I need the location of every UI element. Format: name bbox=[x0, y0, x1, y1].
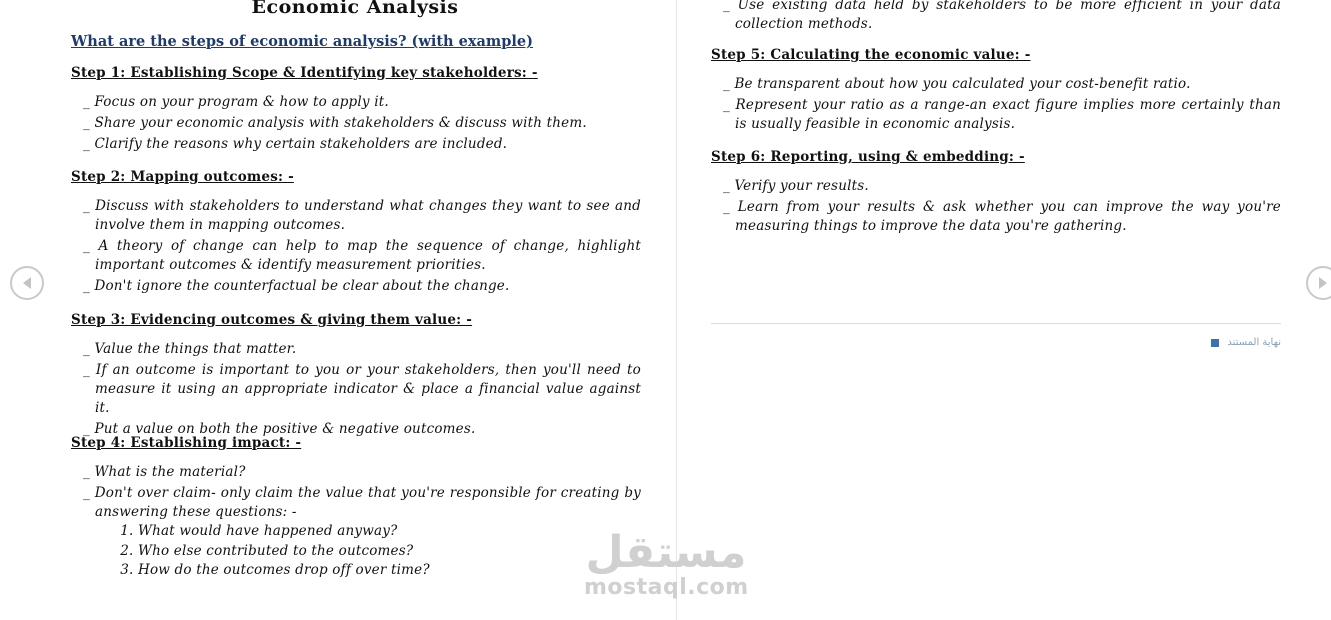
step-4-section bbox=[71, 435, 641, 581]
end-of-document-note bbox=[1211, 337, 1281, 348]
step-6-section bbox=[711, 149, 1281, 236]
numbered-list bbox=[71, 522, 641, 581]
step-heading: Step 4: Establishing impact: - bbox=[71, 435, 302, 451]
document-subtitle: What are the steps of economic analysis? (with example) bbox=[71, 33, 533, 50]
right-page bbox=[677, 0, 1331, 620]
previous-page-button[interactable] bbox=[10, 266, 44, 300]
bullet-item: _ What is the material? bbox=[83, 464, 246, 480]
bullet-item: _ Share your economic analysis with stakeholders & discuss with them. bbox=[83, 115, 587, 131]
bullet-item: _ Value the things that matter. bbox=[83, 341, 297, 357]
bullet-item: _ Use existing data held by stakeholders to be more efficient in your data collection methods. bbox=[723, 0, 1281, 32]
bullet-item: _ Clarify the reasons why certain stakeholders are included. bbox=[83, 136, 508, 152]
numbered-item: 2. Who else contributed to the outcomes? bbox=[138, 542, 641, 562]
step-heading: Step 2: Mapping outcomes: - bbox=[71, 169, 294, 185]
bullet-item: _ Don't over claim- only claim the value that you're responsible for creating by answering these questions: - bbox=[83, 485, 641, 520]
step-heading: Step 1: Establishing Scope & Identifying key stakeholders: - bbox=[71, 65, 538, 81]
bullet-item: _ Represent your ratio as a range-an exact figure implies more certainly than is usually feasible in economic analysis. bbox=[723, 97, 1281, 132]
square-icon bbox=[1211, 339, 1219, 347]
bullet-item: _ Discuss with stakeholders to understand what changes they want to see and involve them in mapping outcomes. bbox=[83, 198, 641, 233]
bullet-item: _ Don't ignore the counterfactual be clear about the change. bbox=[83, 278, 510, 294]
bullet-item: _ A theory of change can help to map the sequence of change, highlight important outcomes & identify measurement priorities. bbox=[83, 238, 641, 273]
bullet-item: _ Learn from your results & ask whether you can improve the way you're measuring things to improve the data you're gathering. bbox=[723, 199, 1281, 234]
end-divider bbox=[711, 323, 1281, 324]
step-heading: Step 6: Reporting, using & embedding: - bbox=[711, 149, 1025, 165]
numbered-item: 1. What would have happened anyway? bbox=[138, 522, 641, 542]
chevron-right-icon bbox=[1317, 276, 1329, 290]
step-2-section bbox=[71, 169, 641, 296]
bullet-item: _ If an outcome is important to you or your stakeholders, then you'll need to measure it using an appropriate indicator & place a financial value against it. bbox=[83, 362, 641, 416]
step-heading: Step 3: Evidencing outcomes & giving them value: - bbox=[71, 312, 473, 328]
watermark-arabic: مستقل bbox=[585, 527, 747, 578]
continued-bullet bbox=[711, 0, 1281, 34]
step-5-section bbox=[711, 47, 1281, 134]
bullet-item: _ Verify your results. bbox=[723, 178, 869, 194]
document-title: Economic Analysis bbox=[251, 0, 459, 18]
step-heading: Step 5: Calculating the economic value: - bbox=[711, 47, 1031, 63]
numbered-item: 3. How do the outcomes drop off over time? bbox=[138, 561, 641, 581]
step-3-section bbox=[71, 312, 641, 439]
bullet-item: _ Focus on your program & how to apply it. bbox=[83, 94, 389, 110]
end-note-text: نهاية المستند bbox=[1227, 337, 1281, 348]
bullet-item: _ Be transparent about how you calculated your cost-benefit ratio. bbox=[723, 76, 1191, 92]
step-1-section bbox=[71, 65, 641, 154]
chevron-left-icon bbox=[21, 276, 33, 290]
bullet-item: _ Put a value on both the positive & negative outcomes. bbox=[83, 421, 476, 437]
watermark-logo bbox=[584, 527, 749, 600]
watermark-latin: mostaql.com bbox=[584, 575, 749, 600]
